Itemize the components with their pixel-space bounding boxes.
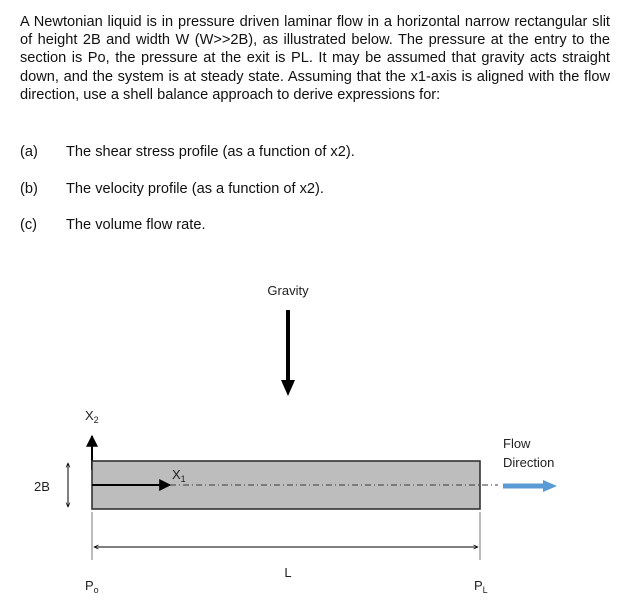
question-a-text: The shear stress profile (as a function of x2). xyxy=(66,144,355,160)
flow-arrow-head xyxy=(543,480,557,492)
question-a-label: (a) xyxy=(20,144,38,160)
length-label: L xyxy=(284,565,292,580)
flow-label-line2: Direction xyxy=(503,455,555,470)
question-c-text: The volume flow rate. xyxy=(66,217,206,233)
entry-pressure-label: $P_o$ xyxy=(85,578,99,595)
gravity-arrow-head xyxy=(281,380,295,396)
flow-label-line1: Flow xyxy=(503,436,531,451)
height-label: 2B xyxy=(34,479,50,494)
gravity-label: Gravity xyxy=(267,283,309,298)
problem-statement: A Newtonian liquid is in pressure driven laminar flow in a horizontal narrow rectangular slit of height 2B and width W (W>>2B), as illustrated below. The pressure at the entry to the section is Po, the pressure at the exit is PL. It may be assumed that gravity acts straight down, and the system is at steady state. Assuming that the x1-axis is aligned with the flow direction, use a shell balance approach to derive expressions for: xyxy=(20,14,610,103)
question-b-label: (b) xyxy=(20,181,38,197)
x1-axis-label: $X_1$ xyxy=(172,467,186,484)
exit-pressure-label: $P_L$ xyxy=(474,578,488,595)
question-c-label: (c) xyxy=(20,217,38,233)
question-b-text: The velocity profile (as a function of x2). xyxy=(66,181,324,197)
x2-axis-label: $X_2$ xyxy=(85,408,99,425)
